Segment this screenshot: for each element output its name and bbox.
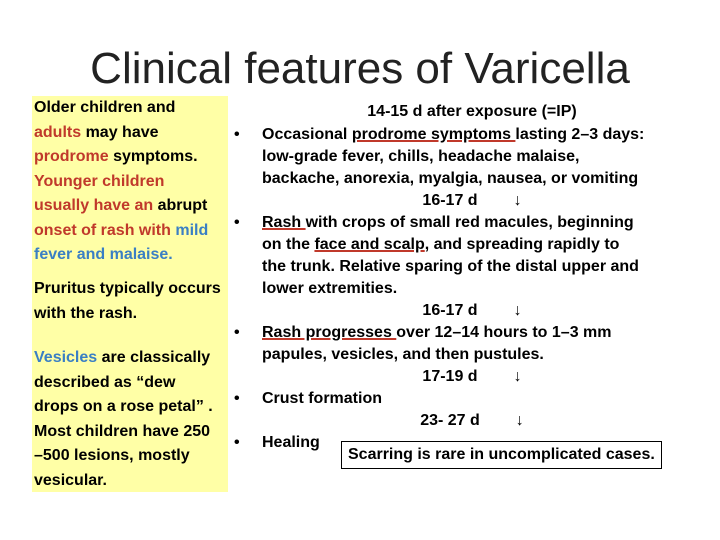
timeline-line: low-grade fever, chills, headache malaise, bbox=[262, 148, 580, 165]
timeline-day: 23- 27 d ↓ bbox=[234, 410, 710, 432]
bullet-marker: • bbox=[234, 126, 240, 143]
vesicles-line: drops on a rose petal” . bbox=[34, 398, 213, 415]
timeline-line: on the face and scalp, and spreading rapidly to bbox=[262, 236, 620, 253]
vesicles-line: vesicular. bbox=[34, 471, 107, 489]
summary-line: fever and malaise. bbox=[34, 246, 173, 263]
timeline-panel bbox=[234, 96, 710, 476]
timeline-line: backache, anorexia, myalgia, nausea, or vomiting bbox=[262, 170, 639, 187]
vesicles-line: Most children have 250 bbox=[34, 422, 211, 440]
timeline-line: Rash with crops of small red macules, beginning bbox=[262, 214, 634, 231]
summary-panel bbox=[32, 96, 228, 492]
timeline-line: Occasional prodrome symptoms lasting 2–3 days: bbox=[262, 126, 645, 143]
bullet-marker: • bbox=[234, 434, 240, 451]
summary-line: prodrome symptoms. bbox=[34, 148, 198, 165]
down-arrow-icon: ↓ bbox=[513, 302, 522, 319]
timeline-line: papules, vesicles, and then pustules. bbox=[262, 346, 544, 363]
summary-line: adults may have bbox=[34, 123, 159, 141]
timeline-line: lower extremities. bbox=[262, 280, 398, 297]
timeline-day: 16-17 d ↓ bbox=[234, 190, 710, 212]
pruritus-line: Pruritus typically occurs bbox=[34, 280, 221, 297]
summary-line: Older children and bbox=[34, 99, 176, 116]
vesicles-line: described as “dew bbox=[34, 373, 176, 391]
timeline-line: the trunk. Relative sparing of the distal upper and bbox=[262, 258, 639, 275]
timeline-day: 16-17 d ↓ bbox=[234, 300, 710, 322]
vesicles-line: Vesicles are classically bbox=[34, 349, 211, 366]
scarring-callout: Scarring is rare in uncomplicated cases. bbox=[341, 441, 662, 469]
timeline-line: Rash progresses over 12–14 hours to 1–3 mm bbox=[262, 324, 612, 341]
timeline-header: 14-15 d after exposure (=IP) bbox=[367, 103, 577, 120]
summary-line: onset of rash with mild bbox=[34, 221, 209, 239]
down-arrow-icon: ↓ bbox=[513, 368, 522, 385]
summary-line: usually have an abrupt bbox=[34, 197, 208, 214]
timeline-day: 17-19 d ↓ bbox=[234, 366, 710, 388]
slide-title: Clinical features of Varicella bbox=[90, 44, 630, 93]
timeline-line: Crust formation bbox=[262, 390, 382, 407]
vesicles-line: –500 lesions, mostly bbox=[34, 447, 190, 464]
bullet-marker: • bbox=[234, 214, 240, 231]
summary-line: Younger children bbox=[34, 172, 165, 190]
bullet-marker: • bbox=[234, 324, 240, 341]
bullet-marker: • bbox=[234, 390, 240, 407]
pruritus-line: with the rash. bbox=[34, 304, 138, 322]
timeline-line: Healing bbox=[262, 434, 320, 451]
down-arrow-icon: ↓ bbox=[513, 192, 522, 209]
down-arrow-icon: ↓ bbox=[515, 412, 524, 429]
